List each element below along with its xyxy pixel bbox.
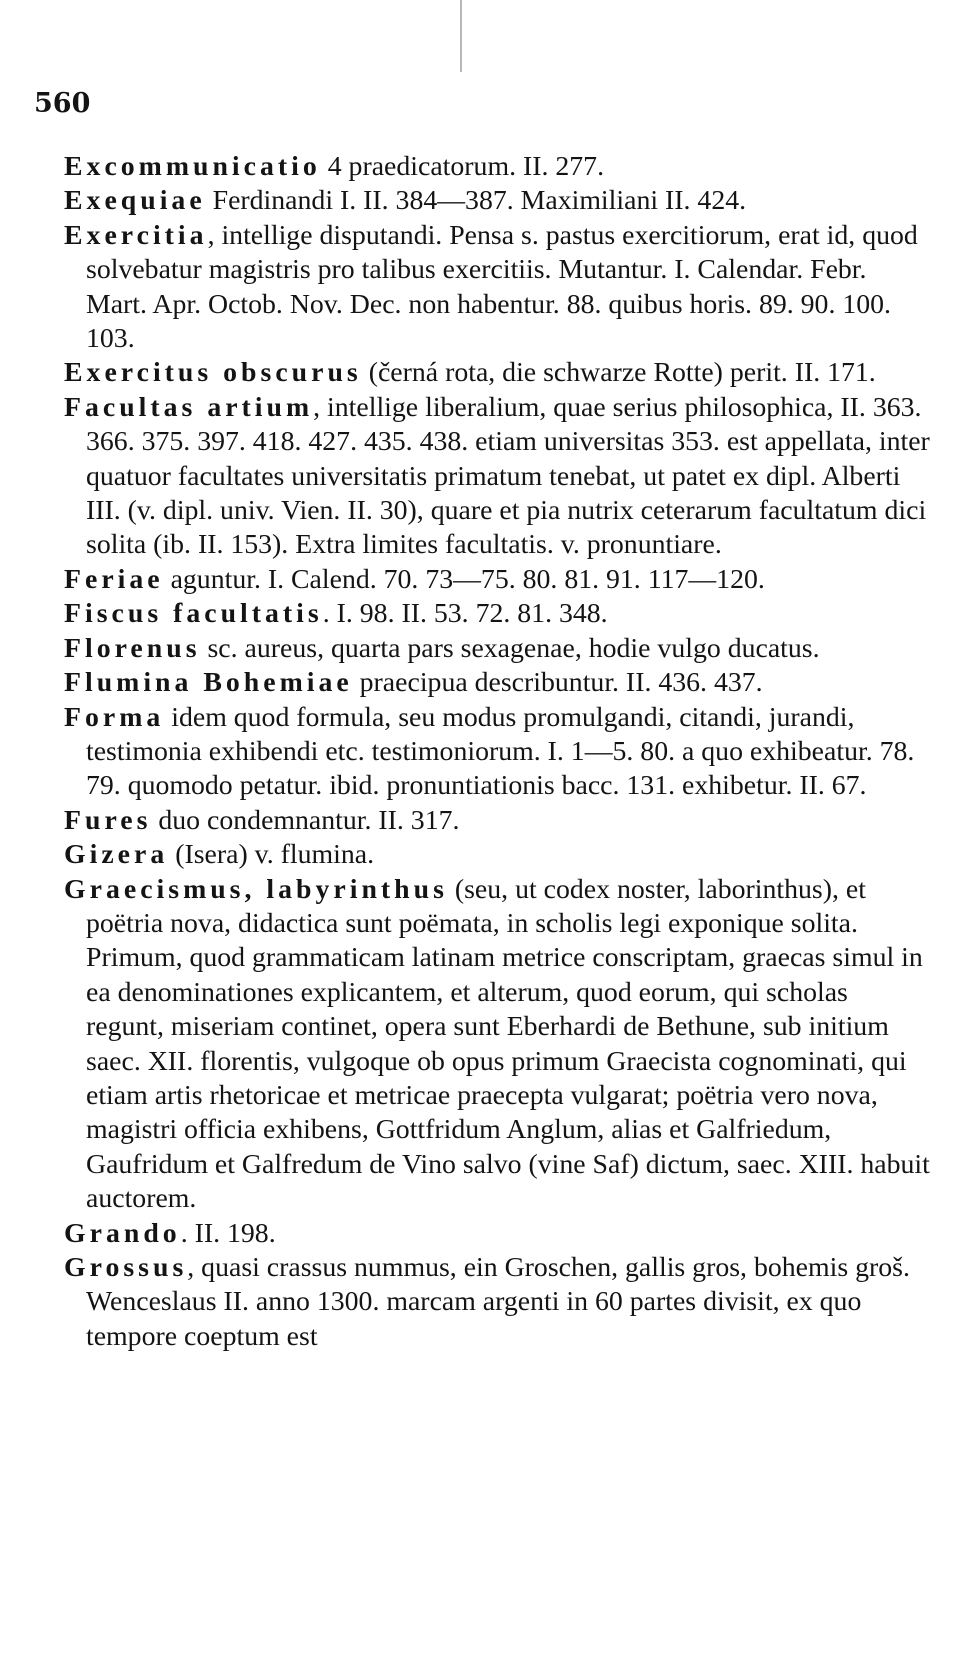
entry-text: duo condemnantur. II. 317. <box>151 804 460 836</box>
entry-text: Ferdinandi I. II. 384—387. Maximiliani II. 424. <box>205 185 747 217</box>
entry-text: . II. 198. <box>180 1217 276 1249</box>
entry-lemma: Fures <box>64 804 152 836</box>
index-entry <box>64 632 930 666</box>
index-entry <box>64 563 930 597</box>
entry-lemma: Graecismus, labyrinthus <box>64 873 448 905</box>
entry-text: (seu, ut codex noster, laborinthus), et poëtria nova, didactica sunt poëmata, in scholis legi exponique solita. Primum, quod grammaticam latinam metrice conscriptam, graecas simul in ea denominationes explicantem, et alterum, quod eorum, qui scholas regunt, miseriam continet, opera sunt Eberhardi de Bethune, sub initium saec. XII. florentis, vulgoque ob opus primum Graecista cognominati, qui etiam artis rhetoricae et metricae praecepta vulgarat; poëtria vero nova, magistri officia exhibens, Gottfridum Anglum, alias et Galfriedum, Gaufridum et Galfredum de Vino salvo (vine Saf) dictum, saec. XIII. habuit auctorem. <box>86 873 930 1215</box>
index-entry <box>64 184 930 218</box>
entry-lemma: Grossus <box>64 1252 188 1283</box>
entry-text: , quasi crassus nummus, ein Groschen, gallis gros, bohemis groš. Wenceslaus II. anno 1300. marcam argenti in 60 partes divisit, ex quo tempore coeptum est <box>86 1252 910 1352</box>
entry-lemma: Forma <box>64 701 165 733</box>
index-entry <box>64 391 930 563</box>
index-entry <box>64 666 930 700</box>
entry-lemma: Exequiae <box>64 185 206 217</box>
entry-lemma: Facultas artium <box>64 391 314 423</box>
index-entry <box>64 597 930 631</box>
entry-text: , intellige liberalium, quae serius philosophica, II. 363. 366. 375. 397. 418. 427. 435. 438. etiam universitas 353. est appellata, inter quatuor facultates universitatis primatum tenebat, ut patet ex dipl. Alberti III. (v. dipl. univ. Vien. II. 30), quare et pia nutrix ceterarum facultatum dici solita (ib. II. 153). Extra limites facultatis. v. pronuntiare. <box>86 391 930 561</box>
entry-text: praecipua describuntur. II. 436. 437. <box>352 667 763 699</box>
page-number: 560 <box>34 88 91 119</box>
index-entry <box>64 356 930 390</box>
entry-lemma: Grando <box>64 1217 181 1249</box>
entry-text: aguntur. I. Calend. 70. 73—75. 80. 81. 91. 117—120. <box>163 563 765 595</box>
entry-text: (černá rota, die schwarze Rotte) perit. II. 171. <box>361 357 876 389</box>
entry-lemma: Gizera <box>64 839 169 871</box>
index-entry <box>64 150 930 184</box>
entry-text: (Isera) v. flumina. <box>168 839 375 871</box>
scan-artifact-line <box>460 0 462 72</box>
index-entry <box>64 701 930 804</box>
entry-lemma: Fiscus facultatis <box>64 598 323 630</box>
entry-text: 4 praedicatorum. II. 277. <box>320 151 605 182</box>
entry-lemma: Florenus <box>64 632 201 664</box>
index-entry <box>64 804 930 838</box>
entry-text: idem quod formula, seu modus promulgandi, citandi, jurandi, testimonia exhibendi etc. testimoniorum. I. 1—5. 80. a quo exhibeatur. 78. 79. quomodo petatur. ibid. pronuntiationis bacc. 131. exhibetur. II. 67. <box>86 701 915 802</box>
entry-lemma: Excommunicatio <box>64 151 321 182</box>
entry-text: , intellige disputandi. Pensa s. pastus exercitiorum, erat id, quod solvebatur magistris pro talibus exercitiis. Mutantur. I. Calendar. Febr. Mart. Apr. Octob. Nov. Dec. non habentur. 88. quibus horis. 89. 90. 100. 103. <box>86 219 918 355</box>
entry-text: sc. aureus, quarta pars sexagenae, hodie vulgo ducatus. <box>200 632 820 664</box>
entry-lemma: Exercitus obscurus <box>64 357 362 389</box>
entry-lemma: Flumina Bohemiae <box>64 667 353 699</box>
index-entries <box>64 150 930 1354</box>
entry-text: . I. 98. II. 53. 72. 81. 348. <box>322 598 608 630</box>
index-entry <box>64 219 930 357</box>
entry-lemma: Feriae <box>64 563 164 595</box>
index-entry <box>64 873 930 1217</box>
index-entry <box>64 1251 930 1354</box>
index-entry <box>64 838 930 872</box>
index-entry <box>64 1217 930 1251</box>
entry-lemma: Exercitia <box>64 219 208 251</box>
